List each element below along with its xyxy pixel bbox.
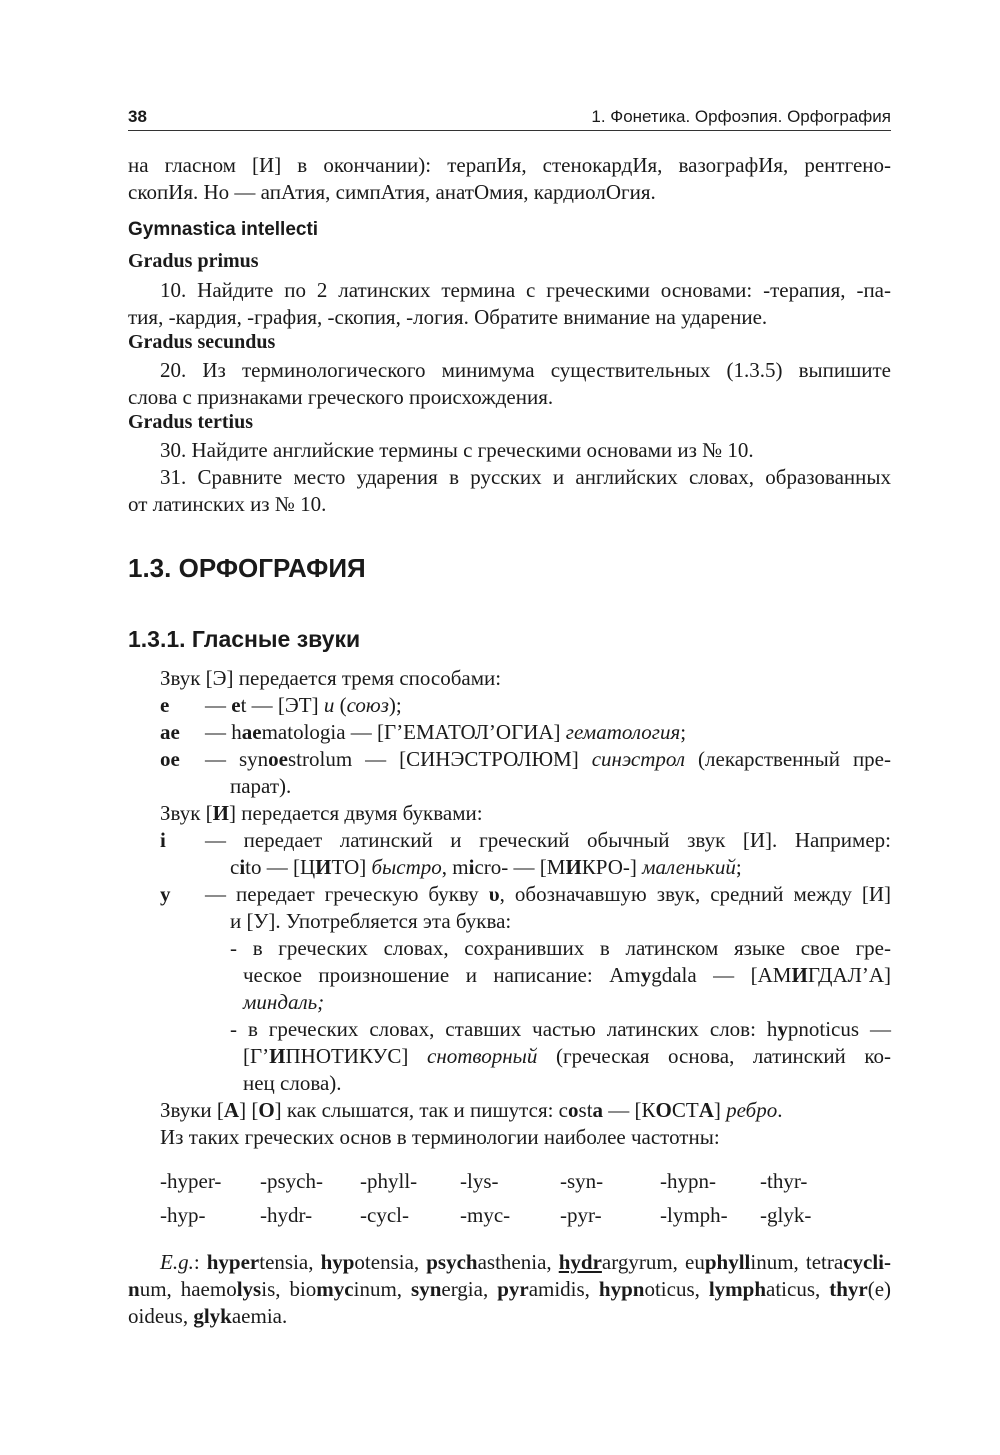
gymnastica-title: Gymnastica intellecti bbox=[128, 219, 319, 240]
y-row-line-2: и [У]. Употребляется эта буква: bbox=[230, 909, 512, 933]
e-row-letter: e bbox=[160, 693, 170, 717]
oe-row-continuation: парат). bbox=[230, 774, 292, 798]
y-sub1-line-3: миндаль; bbox=[243, 990, 325, 1014]
stem-cell: -hypn- bbox=[660, 1169, 716, 1193]
header-rule bbox=[128, 130, 891, 131]
exercise-20-line-2: слова с признаками греческого происхождения. bbox=[128, 385, 554, 409]
stem-cell: -syn- bbox=[560, 1169, 604, 1193]
page-number: 38 bbox=[128, 107, 147, 126]
section-title: 1.3. ОРФОГРАФИЯ bbox=[128, 553, 366, 583]
stem-cell: -hyp- bbox=[160, 1203, 206, 1227]
y-sub1-line-1: - в греческих словах, сохранивших в латинском языке свое гре- bbox=[230, 936, 891, 960]
y-sub2-line-1: - в греческих словах, ставших частью латинских слов: hypnoticus — bbox=[230, 1017, 892, 1041]
i-sound-intro: Звук [И] передается двумя буквами: bbox=[160, 801, 483, 825]
y-row-line-1: — передает греческую букву υ, обозначавшую звук, средний между [И] bbox=[205, 882, 891, 906]
running-title: 1. Фонетика. Орфоэпия. Орфография bbox=[591, 107, 891, 126]
y-row-letter: y bbox=[160, 882, 171, 906]
examples-line-2: num, haemolysis, biomycinum, synergia, pyramidis, hypnoticus, lymphaticus, thyr(e) bbox=[128, 1277, 892, 1301]
gradus-primus-title: Gradus primus bbox=[128, 250, 259, 272]
examples-line-1: E.g.: hypertensia, hypotensia, psychasthenia, hydrargyrum, euphyllinum, tetracycli- bbox=[160, 1250, 891, 1274]
exercise-10-line-1: 10. Найдите по 2 латинских термина с греческими основами: -терапия, -па- bbox=[160, 278, 891, 302]
stems-table bbox=[0, 1168, 1000, 1228]
stem-cell: -glyk- bbox=[760, 1203, 812, 1227]
ae-row-text: — haematologia — [Г’ЕМАТОЛ’ОГИА] гематология; bbox=[205, 720, 687, 744]
stem-cell: -hyper- bbox=[160, 1169, 222, 1193]
y-sub2-line-3: нец слова). bbox=[243, 1071, 342, 1095]
y-sub1-line-2: ческое произношение и написание: Amygdala — [АМИГДАЛ’А] bbox=[243, 963, 892, 987]
stem-cell: -lys- bbox=[460, 1169, 499, 1193]
e-sound-intro: Звук [Э] передается тремя способами: bbox=[160, 666, 502, 690]
exercise-31-line-1: 31. Сравните место ударения в русских и английских словах, образованных bbox=[160, 465, 891, 489]
y-sub2-line-2: [Г’ИПНОТИКУС] снотворный (греческая основа, латинский ко- bbox=[243, 1044, 891, 1068]
oe-row-text: — synoestrolum — [СИНЭСТРОЛЮМ] синэстрол (лекарственный пре- bbox=[205, 747, 891, 771]
ae-row-letter: ae bbox=[160, 720, 180, 744]
gradus-secundus-title: Gradus secundus bbox=[128, 331, 276, 353]
ao-sounds-line: Звуки [А] [О] как слышатся, так и пишутся: costa — [КОСТА] ребро. bbox=[160, 1098, 783, 1122]
e-row-text: — et — [ЭТ] и (союз); bbox=[205, 693, 402, 717]
exercise-30: 30. Найдите английские термины с греческими основами из № 10. bbox=[160, 438, 754, 462]
subsection-title: 1.3.1. Гласные звуки bbox=[128, 626, 361, 652]
stem-cell: -lymph- bbox=[660, 1203, 728, 1227]
stem-cell: -thyr- bbox=[760, 1169, 808, 1193]
stem-cell: -cycl- bbox=[360, 1203, 409, 1227]
exercise-31-line-2: от латинских из № 10. bbox=[128, 492, 327, 516]
running-header bbox=[128, 107, 891, 131]
stem-cell: -phyll- bbox=[360, 1169, 418, 1193]
i-row-letter: i bbox=[160, 828, 166, 852]
exercise-10-line-2: тия, -кардия, -графия, -скопия, -логия. Обратите внимание на ударение. bbox=[128, 305, 768, 329]
i-row-line-2: cito — [ЦИТО] быстро, micro- — [МИКРО-] маленький; bbox=[230, 855, 742, 879]
examples-line-3: oideus, glykaemia. bbox=[128, 1304, 288, 1328]
stem-cell: -myc- bbox=[460, 1203, 511, 1227]
intro-line-1: на гласном [И] в окончании): терапИя, стенокардИя, вазографИя, рентгено- bbox=[128, 153, 891, 177]
gradus-tertius-title: Gradus tertius bbox=[128, 411, 253, 433]
i-row-line-1: — передает латинский и греческий обычный звук [И]. Например: bbox=[205, 828, 891, 852]
intro-line-2: скопИя. Но — апАтия, симпАтия, анатОмия, кардиолОгия. bbox=[128, 180, 656, 204]
exercise-20-line-1: 20. Из терминологического минимума существительных (1.3.5) выпишите bbox=[160, 358, 891, 382]
stem-cell: -psych- bbox=[260, 1169, 323, 1193]
stem-cell: -pyr- bbox=[560, 1203, 602, 1227]
oe-row-letter: oe bbox=[160, 747, 180, 771]
stem-cell: -hydr- bbox=[260, 1203, 313, 1227]
frequent-stems-intro: Из таких греческих основ в терминологии наиболее частотны: bbox=[160, 1125, 720, 1149]
